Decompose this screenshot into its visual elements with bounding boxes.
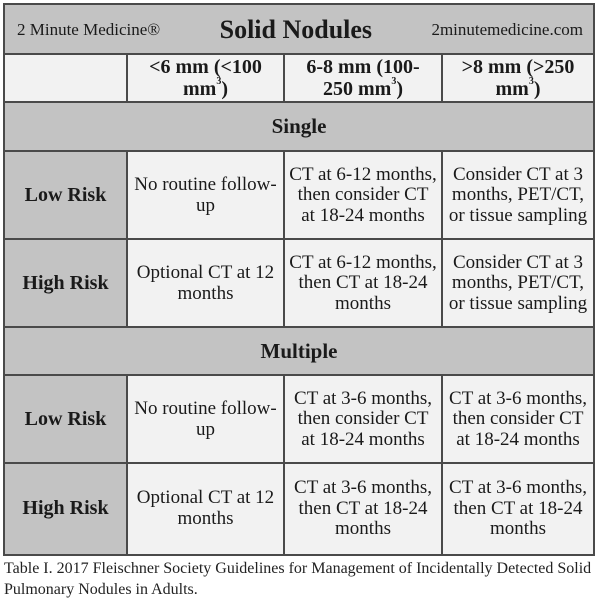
section-band-single: Single — [5, 101, 593, 150]
corner-cell — [5, 55, 126, 102]
table-cell: CT at 6-12 months, then CT at 18-24 months — [283, 240, 441, 327]
guidelines-table — [3, 3, 595, 556]
col-header-large: >8 mm (>250 $mm^3$) — [441, 55, 593, 102]
title-row — [5, 5, 593, 55]
table-title: Solid Nodules — [219, 15, 373, 44]
column-header-row — [5, 53, 593, 102]
table-cell: No routine follow-up — [126, 376, 283, 463]
table-cell: Optional CT at 12 months — [126, 240, 283, 327]
table-cell: CT at 3-6 months, then consider CT at 18-24 months — [441, 376, 593, 463]
table-cell: No routine follow-up — [126, 152, 283, 239]
site-label: 2minutemedicine.com — [431, 20, 583, 39]
table-cell: Consider CT at 3 months, PET/CT, or tissue sampling — [441, 240, 593, 327]
risk-label: High Risk — [5, 464, 126, 554]
table-caption: Table I. 2017 Fleischner Society Guidelines for Management of Incidentally Detected Solid Pulmonary Nodules in Adults. — [4, 560, 592, 598]
table-cell: CT at 3-6 months, then CT at 18-24 months — [283, 464, 441, 554]
risk-label: Low Risk — [5, 152, 126, 239]
table-cell: CT at 3-6 months, then CT at 18-24 months — [441, 464, 593, 554]
table-cell: Optional CT at 12 months — [126, 464, 283, 554]
risk-label: High Risk — [5, 240, 126, 327]
risk-label: Low Risk — [5, 376, 126, 463]
table-cell: CT at 3-6 months, then consider CT at 18-24 months — [283, 376, 441, 463]
table-row — [5, 150, 593, 239]
table-cell: Consider CT at 3 months, PET/CT, or tissue sampling — [441, 152, 593, 239]
table-row — [5, 462, 593, 554]
table-row — [5, 374, 593, 463]
section-band-multiple: Multiple — [5, 326, 593, 375]
brand-label: 2 Minute Medicine® — [17, 20, 161, 39]
table-cell: CT at 6-12 months, then consider CT at 18-24 months — [283, 152, 441, 239]
col-header-medium: 6-8 mm (100- 250 $mm^3$) — [283, 55, 441, 102]
col-header-small: <6 mm (<100 $mm^3$) — [126, 55, 283, 102]
table-row — [5, 238, 593, 327]
